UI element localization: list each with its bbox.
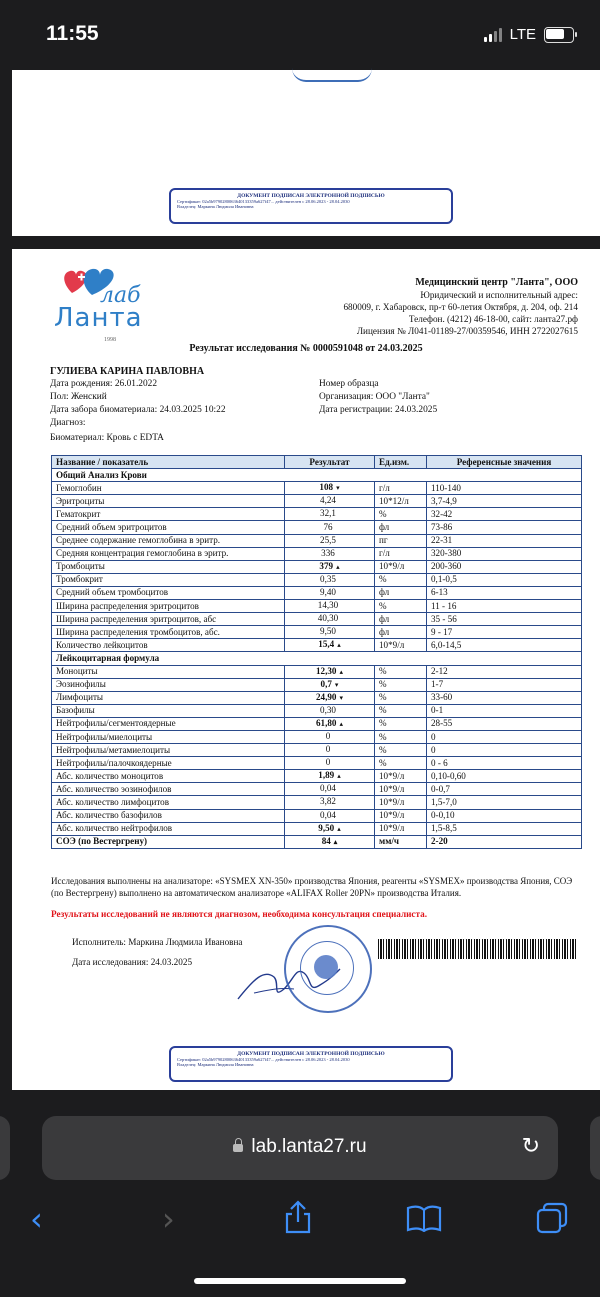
table-row (52, 678, 582, 691)
flag-icon: ▴ (339, 719, 343, 728)
value-text: 15,4 (318, 639, 335, 650)
flag-icon: ▾ (334, 680, 339, 689)
row-name: Ширина распределения эритроцитов, абс (52, 613, 285, 626)
sample-number: Номер образца (319, 379, 379, 389)
table-row (52, 586, 582, 599)
center-name: Медицинский центр "Ланта", ООО (415, 277, 578, 288)
row-name: Базофилы (52, 704, 285, 717)
row-name: Абс. количество нейтрофилов (52, 822, 285, 835)
flag-icon: ▾ (339, 693, 343, 702)
organization: Организация: ООО "Ланта" (319, 392, 430, 402)
row-name: Нейтрофилы/палочкоядерные (52, 757, 285, 770)
value-text: 379 (319, 560, 334, 571)
row-name: Лимфоциты (52, 691, 285, 704)
result-title: Результат исследования № 0000591048 от 24.03.2025 (189, 343, 423, 354)
row-ref: 1-7 (427, 678, 582, 691)
patient-name: ГУЛИЕВА КАРИНА ПАВЛОВНА (50, 366, 205, 377)
row-ref: 0-1 (427, 704, 582, 717)
row-unit: 10*9/л (375, 560, 427, 573)
biomaterial: Биоматериал: Кровь с EDTA (50, 433, 164, 443)
diagnosis: Диагноз: (50, 418, 86, 428)
table-row (52, 717, 582, 730)
table-row (52, 796, 582, 809)
patient-birth: Дата рождения: 26.01.2022 (50, 379, 158, 389)
value-text: 32,1 (320, 508, 336, 519)
row-unit: 10*9/л (375, 796, 427, 809)
row-name: Нейтрофилы/миелоциты (52, 730, 285, 743)
row-value (285, 586, 375, 599)
bookmarks-icon[interactable] (406, 1204, 442, 1232)
status-icons (484, 26, 574, 43)
row-unit: % (375, 573, 427, 586)
esig-cert: Сертификат: 02a5b9790280063640133359a627f47... действителен с 28.06.2023 - 28.04.2030 (177, 199, 350, 204)
col-ref: Референсные значения (427, 456, 582, 469)
browser-bottom-bar (0, 1100, 600, 1297)
research-date: Дата исследования: 24.03.2025 (72, 957, 193, 967)
row-ref: 110-140 (427, 482, 582, 495)
row-value (285, 770, 375, 783)
row-unit: г/л (375, 482, 427, 495)
row-ref: 28-55 (427, 717, 582, 730)
row-ref: 0,1-0,5 (427, 573, 582, 586)
row-ref: 11 - 16 (427, 600, 582, 613)
row-value (285, 482, 375, 495)
row-unit: пг (375, 534, 427, 547)
forward-icon[interactable]: › (162, 1200, 175, 1238)
row-name: Средний объем тромбоцитов (52, 586, 285, 599)
row-ref: 2-20 (427, 835, 582, 848)
row-name: Эозинофилы (52, 678, 285, 691)
row-value (285, 639, 375, 652)
status-bar (0, 0, 600, 70)
row-name: Средняя концентрация гемоглобина в эритр. (52, 547, 285, 560)
row-value (285, 678, 375, 691)
row-name: Средний объем эритроцитов (52, 521, 285, 534)
table-row (52, 626, 582, 639)
table-header-row (52, 456, 582, 469)
table-row (52, 482, 582, 495)
row-unit: % (375, 744, 427, 757)
value-text: 61,80 (316, 717, 337, 728)
row-ref: 200-360 (427, 560, 582, 573)
row-name: Нейтрофилы/метамиелоциты (52, 744, 285, 757)
esig-title: ДОКУМЕНТ ПОДПИСАН ЭЛЕКТРОННОЙ ПОДПИСЬЮ (237, 1051, 385, 1057)
row-name: Тромбоциты (52, 560, 285, 573)
row-value (285, 835, 375, 848)
row-value (285, 796, 375, 809)
row-unit: % (375, 600, 427, 613)
row-value (285, 573, 375, 586)
section-title: Общий Анализ Крови (52, 469, 582, 482)
electronic-signature-box-2 (169, 1046, 453, 1082)
flag-icon: ▴ (333, 837, 338, 846)
next-tab-edge[interactable] (590, 1116, 600, 1180)
row-unit: фл (375, 613, 427, 626)
col-unit: Ед.изм. (375, 456, 427, 469)
table-row (52, 704, 582, 717)
esig-owner: Владелец: Маркина Людмила Ивановна (177, 1062, 254, 1067)
electronic-signature-box (169, 188, 453, 224)
row-value (285, 521, 375, 534)
value-text: 0 (325, 744, 331, 755)
row-name: Эритроциты (52, 495, 285, 508)
row-value (285, 822, 375, 835)
row-value (285, 495, 375, 508)
row-unit: % (375, 691, 427, 704)
row-name: Среднее содержание гемоглобина в эритр. (52, 534, 285, 547)
row-ref: 6,0-14,5 (427, 639, 582, 652)
esig-owner: Владелец: Маркина Людмила Ивановна (177, 204, 254, 209)
row-name: Гемоглобин (52, 482, 285, 495)
address-bar[interactable] (42, 1116, 558, 1180)
row-ref: 2-12 (427, 665, 582, 678)
row-name: Абс. количество лимфоцитов (52, 796, 285, 809)
network-type: LTE (509, 26, 536, 43)
results-table (51, 455, 582, 849)
row-value (285, 613, 375, 626)
row-name: Абс. количество эозинофилов (52, 783, 285, 796)
logo-lab: лаб (100, 283, 141, 308)
row-ref: 33-60 (427, 691, 582, 704)
flag-icon: ▴ (336, 562, 340, 571)
row-ref: 6-13 (427, 586, 582, 599)
value-text: 336 (321, 547, 335, 558)
value-text: 14,30 (317, 600, 339, 611)
table-row (52, 691, 582, 704)
value-text: 4,24 (320, 495, 336, 506)
row-ref: 0 (427, 730, 582, 743)
previous-tab-edge[interactable] (0, 1116, 10, 1180)
row-unit: фл (375, 586, 427, 599)
lock-icon (233, 1144, 243, 1152)
table-row (52, 770, 582, 783)
table-row (52, 534, 582, 547)
row-ref: 32-42 (427, 508, 582, 521)
registration-date: Дата регистрации: 24.03.2025 (319, 405, 438, 415)
row-value (285, 665, 375, 678)
seal-stamp-icon (284, 925, 372, 1013)
row-unit: % (375, 508, 427, 521)
col-result: Результат (285, 456, 375, 469)
value-text: 9,40 (320, 586, 336, 597)
row-unit: фл (375, 626, 427, 639)
row-name: Ширина распределения эритроцитов (52, 600, 285, 613)
value-text: 24,90 (316, 691, 337, 702)
row-value (285, 691, 375, 704)
value-text: 0,04 (320, 809, 336, 820)
value-text: 40,30 (317, 613, 339, 624)
executor: Исполнитель: Маркина Людмила Ивановна (72, 937, 243, 947)
contacts: Телефон. (4212) 46-18-00, сайт: ланта27.рф (408, 314, 578, 324)
value-text: 0,30 (320, 704, 336, 715)
document-page-2 (12, 249, 600, 1090)
flag-icon: ▾ (336, 484, 340, 493)
row-value (285, 508, 375, 521)
row-unit: % (375, 730, 427, 743)
logo-year: 1998 (104, 337, 116, 343)
analyzer-note: Исследования выполнены на анализаторе: «SYSMEX XN-350» производства Япония, реагенты «SYSMEX» производства Япония, СОЭ (по Вестергрену) выполнено на автоматическом анализаторе «ALIFAX Roller 20PN» производства Италия. (51, 876, 573, 898)
row-unit: фл (375, 521, 427, 534)
value-text: 0 (325, 757, 331, 768)
table-row (52, 573, 582, 586)
address-label: Юридический и исполнительный адрес: (420, 290, 578, 300)
row-value (285, 809, 375, 822)
row-unit: % (375, 704, 427, 717)
table-row (52, 639, 582, 652)
reload-icon[interactable]: ↻ (521, 1134, 540, 1159)
row-value (285, 783, 375, 796)
battery-icon (544, 27, 574, 43)
row-ref: 0-0,10 (427, 809, 582, 822)
row-name: Гематокрит (52, 508, 285, 521)
table-row (52, 730, 582, 743)
value-text: 3,82 (320, 796, 336, 807)
value-text: 12,30 (316, 665, 337, 676)
row-ref: 3,7-4,9 (427, 495, 582, 508)
value-text: 9,50 (318, 822, 335, 833)
flag-icon: ▴ (337, 641, 341, 650)
row-name: Ширина распределения тромбоцитов, абс. (52, 626, 285, 639)
row-value (285, 560, 375, 573)
row-value (285, 757, 375, 770)
url-text: lab.lanta27.ru (251, 1136, 367, 1157)
row-name: Абс. количество базофилов (52, 809, 285, 822)
row-ref: 1,5-7,0 (427, 796, 582, 809)
address: 680009, г. Хабаровск, пр-т 60-летия Октября, д. 204, оф. 214 (343, 302, 578, 312)
row-ref: 73-86 (427, 521, 582, 534)
row-ref: 0 (427, 744, 582, 757)
row-ref: 1,5-8,5 (427, 822, 582, 835)
table-row (52, 744, 582, 757)
row-unit: 10*9/л (375, 822, 427, 835)
table-row (52, 783, 582, 796)
row-value (285, 626, 375, 639)
stamp-fragment (292, 68, 372, 82)
row-ref: 320-380 (427, 547, 582, 560)
row-name: СОЭ (по Вестергрену) (52, 835, 285, 848)
row-ref: 0 - 6 (427, 757, 582, 770)
patient-sex: Пол: Женский (50, 392, 107, 402)
row-value (285, 730, 375, 743)
license: Лицензия № Л041-01189-27/00359546, ИНН 2722027615 (356, 326, 578, 336)
table-row (52, 809, 582, 822)
row-name: Тромбокрит (52, 573, 285, 586)
table-row (52, 757, 582, 770)
table-row (52, 547, 582, 560)
row-unit: 10*9/л (375, 639, 427, 652)
row-unit: мм/ч (375, 835, 427, 848)
row-value (285, 717, 375, 730)
section-row (52, 469, 582, 482)
row-unit: % (375, 665, 427, 678)
row-ref: 0,10-0,60 (427, 770, 582, 783)
row-ref: 35 - 56 (427, 613, 582, 626)
home-indicator[interactable] (194, 1278, 406, 1284)
row-name: Количество лейкоцитов (52, 639, 285, 652)
value-text: 1,89 (318, 770, 335, 781)
warning-text: Результаты исследований не являются диагнозом, необходима консультация специалиста. (51, 909, 428, 919)
flag-icon: ▴ (337, 772, 341, 781)
table-row (52, 613, 582, 626)
table-row (52, 822, 582, 835)
value-text: 0,7 (320, 678, 332, 689)
value-text: 76 (323, 521, 333, 532)
section-title: Лейкоцитарная формула (52, 652, 582, 665)
row-name: Абс. количество моноцитов (52, 770, 285, 783)
barcode-icon (378, 939, 578, 959)
row-unit: 10*9/л (375, 770, 427, 783)
row-value (285, 744, 375, 757)
row-ref: 0-0,7 (427, 783, 582, 796)
section-row (52, 652, 582, 665)
center-info (343, 277, 578, 337)
row-name: Нейтрофилы/сегментоядерные (52, 717, 285, 730)
status-time: 11:55 (46, 22, 99, 45)
tabs-icon[interactable] (536, 1202, 568, 1234)
value-text: 84 (321, 835, 331, 846)
value-text: 9,50 (320, 626, 336, 637)
table-row (52, 521, 582, 534)
table-row (52, 508, 582, 521)
row-unit: г/л (375, 547, 427, 560)
document-page-1 (12, 70, 600, 236)
row-value (285, 534, 375, 547)
row-unit: % (375, 717, 427, 730)
signal-icon (484, 28, 502, 42)
esig-title: ДОКУМЕНТ ПОДПИСАН ЭЛЕКТРОННОЙ ПОДПИСЬЮ (237, 193, 385, 199)
table-row (52, 835, 582, 848)
flag-icon: ▴ (337, 824, 341, 833)
sample-date: Дата забора биоматериала: 24.03.2025 10:22 (50, 405, 226, 415)
row-unit: % (375, 678, 427, 691)
value-text: 108 (319, 482, 334, 493)
row-ref: 22-31 (427, 534, 582, 547)
table-row (52, 560, 582, 573)
row-value (285, 600, 375, 613)
logo-lanta: Ланта (54, 303, 143, 333)
back-icon[interactable]: ‹ (30, 1200, 43, 1238)
esig-cert: Сертификат: 02a5b9790280063640133359a627f47... действителен с 28.06.2023 - 28.04.2030 (177, 1057, 350, 1062)
row-unit: 10*9/л (375, 783, 427, 796)
row-unit: 10*9/л (375, 809, 427, 822)
share-icon[interactable] (283, 1200, 313, 1234)
table-row (52, 665, 582, 678)
value-text: 0 (325, 731, 331, 742)
row-unit: % (375, 757, 427, 770)
col-name: Название / показатель (52, 456, 285, 469)
table-row (52, 495, 582, 508)
row-value (285, 547, 375, 560)
value-text: 0,35 (320, 573, 336, 584)
value-text: 25,5 (320, 534, 336, 545)
row-ref: 9 - 17 (427, 626, 582, 639)
table-row (52, 600, 582, 613)
row-name: Моноциты (52, 665, 285, 678)
row-value (285, 704, 375, 717)
flag-icon: ▴ (339, 667, 343, 676)
value-text: 0,04 (320, 783, 336, 794)
row-unit: 10*12/л (375, 495, 427, 508)
